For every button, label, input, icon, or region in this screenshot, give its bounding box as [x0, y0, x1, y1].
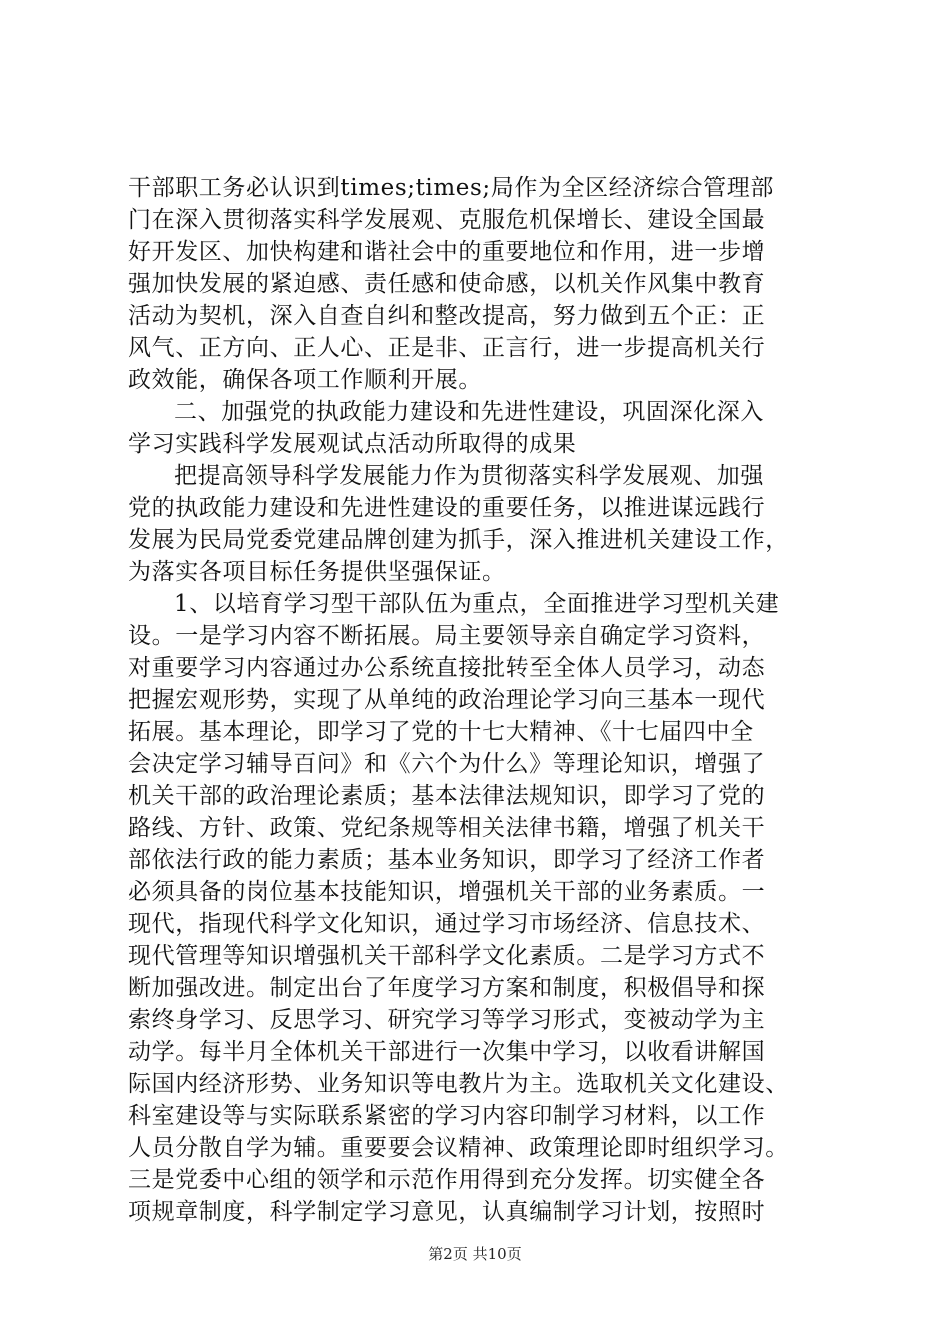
text-line: 政效能，确保各项工作顺利开展。: [128, 367, 482, 393]
text-line: 断加强改进。制定出台了年度学习方案和制度，积极倡导和探: [128, 975, 766, 1001]
text-line: 为落实各项目标任务提供坚强保证。: [128, 559, 506, 585]
text-line: 动学。每半月全体机关干部进行一次集中学习，以收看讲解国: [128, 1039, 766, 1065]
text-line: 机关干部的政治理论素质；基本法律法规知识，即学习了党的: [128, 783, 766, 809]
text-line: 设。一是学习内容不断拓展。局主要领导亲自确定学习资料，: [128, 623, 766, 649]
text-line: 科室建设等与实际联系紧密的学习内容印制学习材料，以工作: [128, 1103, 766, 1129]
text-line: 二、加强党的执政能力建设和先进性建设，巩固深化深入: [174, 399, 764, 425]
paragraph: [128, 396, 828, 460]
text-line: 1、以培育学习型干部队伍为重点，全面推进学习型机关建: [174, 591, 780, 617]
text-line: 发展为民局党委党建品牌创建为抓手，深入推进机关建设工作，: [128, 527, 789, 553]
paragraph: [128, 588, 828, 1228]
text-line: 会决定学习辅导百问》和《六个为什么》等理论知识，增强了: [128, 751, 766, 777]
text-line: 现代管理等知识增强机关干部科学文化素质。二是学习方式不: [128, 943, 766, 969]
paragraph: [128, 172, 828, 396]
text-line: 活动为契机，深入自查自纠和整改提高，努力做到五个正：正: [128, 303, 766, 329]
text-line: 路线、方针、政策、党纪条规等相关法律书籍，增强了机关干: [128, 815, 766, 841]
document-body: [128, 172, 828, 1228]
text-line: 现代，指现代科学文化知识，通过学习市场经济、信息技术、: [128, 911, 766, 937]
page-footer: 第2页 共10页: [428, 1245, 522, 1263]
text-line: 索终身学习、反思学习、研究学习等学习形式，变被动学为主: [128, 1007, 766, 1033]
text-line: 风气、正方向、正人心、正是非、正言行，进一步提高机关行: [128, 335, 766, 361]
text-line: 门在深入贯彻落实科学发展观、克服危机保增长、建设全国最: [128, 207, 766, 233]
text-line: 必须具备的岗位基本技能知识，增强机关干部的业务素质。一: [128, 879, 766, 905]
text-line: 三是党委中心组的领学和示范作用得到充分发挥。切实健全各: [128, 1167, 766, 1193]
text-line: 际国内经济形势、业务知识等电教片为主。选取机关文化建设、: [128, 1071, 789, 1097]
text-line: 人员分散自学为辅。重要要会议精神、政策理论即时组织学习。: [128, 1135, 789, 1161]
text-line: 好开发区、加快构建和谐社会中的重要地位和作用，进一步增: [128, 239, 766, 265]
text-line: 把握宏观形势，实现了从单纯的政治理论学习向三基本一现代: [128, 687, 766, 713]
text-line: 对重要学习内容通过办公系统直接批转至全体人员学习，动态: [128, 655, 766, 681]
text-line: 部依法行政的能力素质；基本业务知识，即学习了经济工作者: [128, 847, 766, 873]
text-line: 党的执政能力建设和先进性建设的重要任务，以推进谋远践行: [128, 495, 766, 521]
text-line: 学习实践科学发展观试点活动所取得的成果: [128, 431, 577, 457]
text-line: 强加快发展的紧迫感、责任感和使命感，以机关作风集中教育: [128, 271, 766, 297]
text-line: 把提高领导科学发展能力作为贯彻落实科学发展观、加强: [174, 463, 764, 489]
paragraph: [128, 460, 828, 588]
text-line: 干部职工务必认识到times;times;局作为全区经济综合管理部: [128, 175, 774, 201]
text-line: 项规章制度，科学制定学习意见，认真编制学习计划，按照时: [128, 1199, 766, 1225]
text-line: 拓展。基本理论，即学习了党的十七大精神、《十七届四中全: [128, 719, 754, 745]
